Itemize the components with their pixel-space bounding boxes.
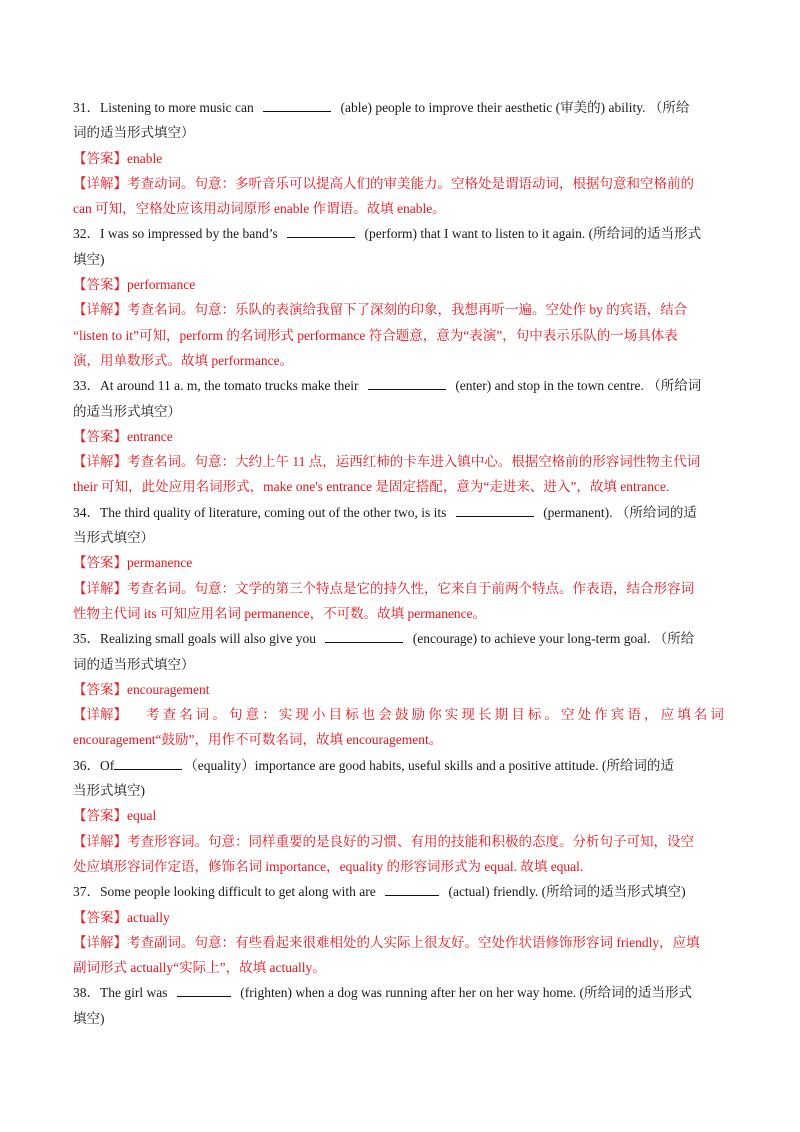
answer-label: 【答案】 <box>73 428 127 444</box>
explanation-32-line-1 <box>73 297 727 322</box>
answer-33 <box>73 424 727 449</box>
explanation-text: 考查副词。句意：有些看起来很难相处的人实际上很友好。空处作状语修饰形容词 friendly，应填 <box>127 934 700 950</box>
explanation-32-line-2: “listen to it”可知，perform 的名词形式 performance 符合题意，意为“表演”，句中表示乐队的一场具体表 <box>73 327 678 343</box>
question-34-line-2: 当形式填空） <box>73 530 154 546</box>
explanation-34-line-2: 性物主代词 its 可知应用名词 permanence，不可数。故填 permanence。 <box>73 605 487 621</box>
explanation-label: 【详解】 <box>73 302 127 318</box>
question-text: 37．Some people looking difficult to get along with are <box>73 884 376 900</box>
answer-blank[interactable] <box>263 99 331 112</box>
explanation-32-line-3: 演，用单数形式。故填 performance。 <box>73 352 294 368</box>
answer-value: permanence <box>127 555 193 571</box>
answer-value: entrance <box>127 428 173 444</box>
question-text: (permanent). （所给词的适 <box>543 504 697 520</box>
question-text: (encourage) to achieve your long-term goal. （所给 <box>412 631 695 647</box>
question-text: (frighten) when a dog was running after her on her way home. (所给词的适当形式 <box>240 985 692 1001</box>
answer-blank[interactable] <box>325 630 403 643</box>
explanation-35-line-2: encouragement“鼓励”，用作不可数名词，故填 encouragement。 <box>73 732 443 748</box>
question-text: 35．Realizing small goals will also give you <box>73 631 316 647</box>
explanation-36-line-2: 处应填形容词作定语，修饰名词 importance，equality 的形容词形式为 equal. 故填 equal. <box>73 858 584 874</box>
answer-36 <box>73 803 727 828</box>
question-text: （equality）importance are good habits, useful skills and a positive attitude. (所给词的适 <box>184 757 674 773</box>
explanation-33-line-1 <box>73 449 727 474</box>
question-text: 38．The girl was <box>73 985 168 1001</box>
answer-32 <box>73 272 727 297</box>
explanation-label: 【详解】 <box>73 580 127 596</box>
answer-37 <box>73 905 727 930</box>
question-text: (enter) and stop in the town centre. （所给词 <box>455 378 702 394</box>
answer-34 <box>73 550 727 575</box>
explanation-text: 考查名词。句意：文学的第三个特点是它的持久性，它来自于前两个特点。作表语，结合形容词 <box>127 580 694 596</box>
answer-blank[interactable] <box>368 377 446 390</box>
explanation-text: 考查形容词。句意：同样重要的是良好的习惯、有用的技能和积极的态度。分析句子可知，设空 <box>127 833 694 849</box>
question-32-line-1 <box>73 221 727 246</box>
explanation-31-line-2: can 可知，空格处应该用动词原形 enable 作谓语。故填 enable。 <box>73 201 446 217</box>
question-text: (able) people to improve their aesthetic (审美的) ability. （所给 <box>340 100 690 115</box>
answer-label: 【答案】 <box>73 150 127 166</box>
answer-blank[interactable] <box>385 883 439 896</box>
explanation-37-line-1 <box>73 930 727 955</box>
question-37-line-1 <box>73 879 727 904</box>
explanation-text: 考查动词。句意：多听音乐可以提高人们的审美能力。空格处是谓语动词，根据句意和空格前的 <box>127 175 694 191</box>
explanation-34-line-1 <box>73 576 727 601</box>
question-36-line-2: 当形式填空) <box>73 783 145 799</box>
question-31-line-1 <box>73 95 727 120</box>
answer-31 <box>73 146 727 171</box>
explanation-label: 【详解】 <box>73 934 127 950</box>
explanation-35-line-1 <box>73 702 727 727</box>
answer-blank[interactable] <box>456 504 534 517</box>
explanation-text: 考查名词。句意：实现小目标也会鼓励你实现长期目标。空处作宾语，应填名词 <box>146 707 727 723</box>
answer-label: 【答案】 <box>73 808 127 824</box>
question-35-line-1 <box>73 626 727 651</box>
explanation-text: 考查名词。句意：乐队的表演给我留下了深刻的印象，我想再听一遍。空处作 by 的宾语，结合 <box>127 302 688 318</box>
question-text: 31．Listening to more music can <box>73 100 254 115</box>
answer-value: enable <box>127 150 163 166</box>
answer-blank[interactable] <box>177 984 231 997</box>
explanation-text: 考查名词。句意：大约上午 11 点，运西红柿的卡车进入镇中心。根据空格前的形容词性物主代词 <box>127 454 701 470</box>
answer-label: 【答案】 <box>73 909 127 925</box>
answer-blank[interactable] <box>114 757 182 770</box>
explanation-36-line-1 <box>73 829 727 854</box>
question-36-line-1 <box>73 753 727 778</box>
answer-value: encouragement <box>127 681 210 697</box>
answer-value: actually <box>127 909 170 925</box>
question-33-line-2: 的适当形式填空） <box>73 403 181 419</box>
question-31-line-2: 词的适当形式填空） <box>73 125 195 141</box>
explanation-label: 【详解】 <box>73 175 127 191</box>
answer-value: equal <box>127 808 157 824</box>
question-text: (actual) friendly. (所给词的适当形式填空) <box>448 884 686 900</box>
explanation-label: 【详解】 <box>73 707 127 723</box>
explanation-label: 【详解】 <box>73 833 127 849</box>
explanation-31-line-1 <box>73 171 727 196</box>
question-32-line-2: 填空) <box>73 251 105 267</box>
explanation-33-line-2: their 可知，此处应用名词形式，make one's entrance 是固定搭配，意为“走进来、进入”，故填 entrance. <box>73 479 670 495</box>
question-text: (perform) that I want to listen to it again. (所给词的适当形式 <box>364 226 702 242</box>
answer-label: 【答案】 <box>73 681 127 697</box>
answer-label: 【答案】 <box>73 277 127 293</box>
document-page <box>73 95 727 1031</box>
answer-value: performance <box>127 277 196 293</box>
question-text: 32．I was so impressed by the band’s <box>73 226 278 242</box>
question-33-line-1 <box>73 373 727 398</box>
explanation-label: 【详解】 <box>73 454 127 470</box>
question-38-line-1 <box>73 980 727 1005</box>
question-text: 34．The third quality of literature, coming out of the other two, is its <box>73 504 447 520</box>
question-text: 33．At around 11 a. m, the tomato trucks make their <box>73 378 359 394</box>
answer-blank[interactable] <box>287 225 355 238</box>
answer-35 <box>73 677 727 702</box>
question-38-line-2: 填空) <box>73 1010 105 1026</box>
explanation-37-line-2: 副词形式 actually“实际上”，故填 actually。 <box>73 960 326 976</box>
question-34-line-1 <box>73 500 727 525</box>
answer-label: 【答案】 <box>73 555 127 571</box>
question-35-line-2: 词的适当形式填空） <box>73 656 195 672</box>
question-text: 36．Of <box>73 757 115 773</box>
